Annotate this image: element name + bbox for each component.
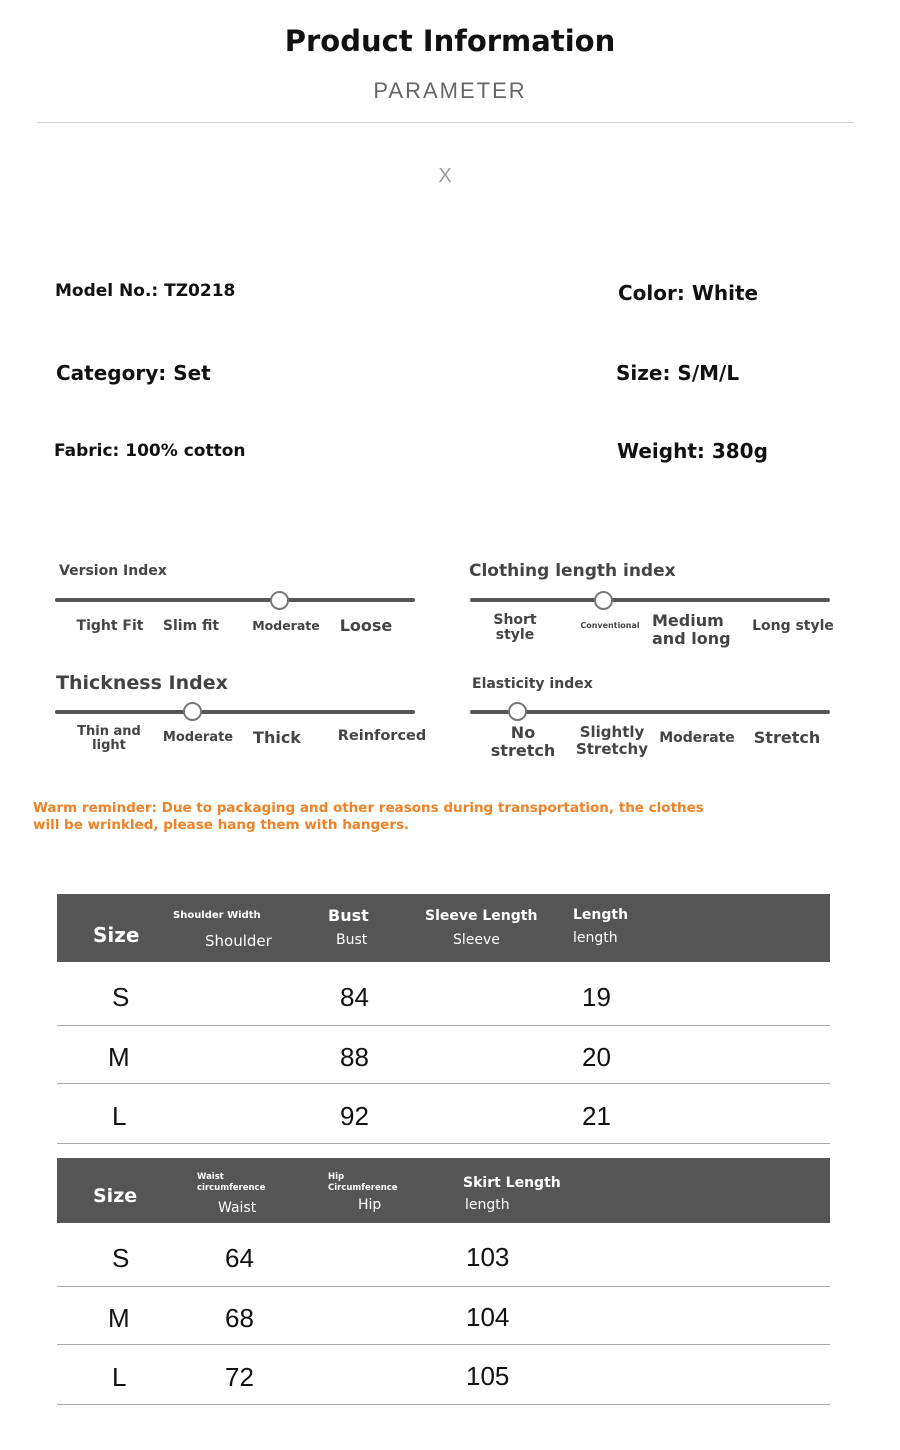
top-row-length: 19 (582, 982, 611, 1012)
bottom-th-hip-en: Circumference (328, 1183, 398, 1193)
bottom-th-hip-en: Hip (328, 1172, 345, 1182)
top-th-bust-sub: Bust (336, 932, 368, 948)
clothing-length-option: Conventional (580, 621, 640, 630)
elasticity-option: Stretch (753, 728, 821, 747)
elasticity-option: Slightly Stretchy (575, 723, 649, 758)
top-row-length: 20 (582, 1042, 611, 1072)
version-option: Slim fit (162, 618, 220, 634)
page-title: Product Information (284, 24, 616, 58)
spec-weight: Weight: 380g (617, 439, 768, 463)
bottom-th-skirt-en: Skirt Length (463, 1175, 561, 1191)
top-row-bust: 88 (340, 1042, 369, 1072)
top-row-size: L (112, 1101, 127, 1131)
version-option: Loose (339, 616, 393, 635)
bottom-th-waist-sub: Waist (218, 1200, 257, 1216)
bottom-row-size: L (112, 1362, 127, 1392)
header-divider (37, 122, 854, 123)
version-option: Tight Fit (76, 618, 144, 634)
bottom-row-size: S (112, 1243, 130, 1273)
top-th-size: Size (93, 923, 140, 947)
thickness-option: Moderate (162, 730, 234, 745)
bottom-th-skirt-sub: length (465, 1197, 510, 1213)
clothing-length-option: Short style (493, 612, 537, 644)
version-index-title: Version Index (59, 563, 167, 579)
bottom-table-header (57, 1158, 830, 1223)
top-row-bust: 92 (340, 1101, 369, 1131)
table-row-divider (57, 1404, 830, 1405)
table-row-divider (57, 1025, 830, 1026)
table-row-divider (57, 1344, 830, 1345)
close-icon[interactable]: X (438, 165, 452, 187)
table-row-divider (57, 1286, 830, 1287)
bottom-row-skirt: 104 (466, 1302, 510, 1332)
table-row-divider (57, 1143, 830, 1144)
bottom-row-waist: 64 (225, 1243, 254, 1273)
version-index-knob[interactable] (270, 591, 289, 610)
top-th-length-en: Length (573, 907, 629, 923)
bottom-row-waist: 68 (225, 1303, 254, 1333)
top-th-sleeve-sub: Sleeve (453, 932, 500, 948)
spec-color: Color: White (618, 281, 759, 305)
top-row-size: M (108, 1042, 130, 1072)
top-th-bust-en: Bust (328, 906, 369, 925)
version-index-track (55, 598, 415, 602)
clothing-length-track (470, 598, 830, 602)
top-th-length-sub: length (573, 930, 618, 946)
table-row-divider (57, 1083, 830, 1084)
top-row-size: S (112, 982, 130, 1012)
elasticity-index-title: Elasticity index (472, 676, 593, 692)
page-subtitle: PARAMETER (373, 78, 527, 103)
top-row-bust: 84 (340, 982, 369, 1012)
bottom-th-waist-en: circumference (197, 1183, 266, 1193)
spec-size: Size: S/M/L (616, 361, 740, 385)
top-th-sleeve-en: Sleeve Length (425, 908, 538, 924)
thickness-option: Reinforced (337, 728, 427, 744)
clothing-length-knob[interactable] (594, 591, 613, 610)
clothing-length-option: Long style (752, 618, 834, 634)
spec-category: Category: Set (56, 361, 211, 385)
spec-model: Model No.: TZ0218 (55, 281, 236, 301)
thickness-index-title: Thickness Index (56, 672, 228, 694)
bottom-th-waist-en: Waist (197, 1172, 224, 1182)
top-th-shoulder-sub: Shoulder (205, 932, 272, 950)
spec-fabric: Fabric: 100% cotton (54, 441, 246, 461)
top-table-header (57, 894, 830, 962)
thickness-index-knob[interactable] (183, 702, 202, 721)
bottom-row-skirt: 105 (466, 1361, 510, 1391)
bottom-row-waist: 72 (225, 1362, 254, 1392)
clothing-length-option: Medium and long (652, 611, 731, 648)
thickness-option: Thin and light (77, 724, 141, 754)
clothing-length-index-title: Clothing length index (469, 561, 676, 581)
top-th-shoulder-en: Shoulder Width (173, 910, 261, 921)
elasticity-option: Moderate (659, 730, 735, 746)
thickness-index-track (55, 710, 415, 714)
version-option: Moderate (252, 618, 320, 633)
thickness-option: Thick (253, 728, 301, 747)
top-row-length: 21 (582, 1101, 611, 1131)
bottom-th-hip-sub: Hip (358, 1197, 382, 1213)
elasticity-option: No stretch (490, 723, 556, 760)
elasticity-index-knob[interactable] (508, 702, 527, 721)
warm-reminder: Warm reminder: Due to packaging and other reasons during transportation, the clothes will be wrinkled, please hang them with hangers. (33, 800, 704, 833)
bottom-th-size: Size (93, 1185, 138, 1207)
bottom-row-skirt: 103 (466, 1242, 510, 1272)
bottom-row-size: M (108, 1303, 130, 1333)
